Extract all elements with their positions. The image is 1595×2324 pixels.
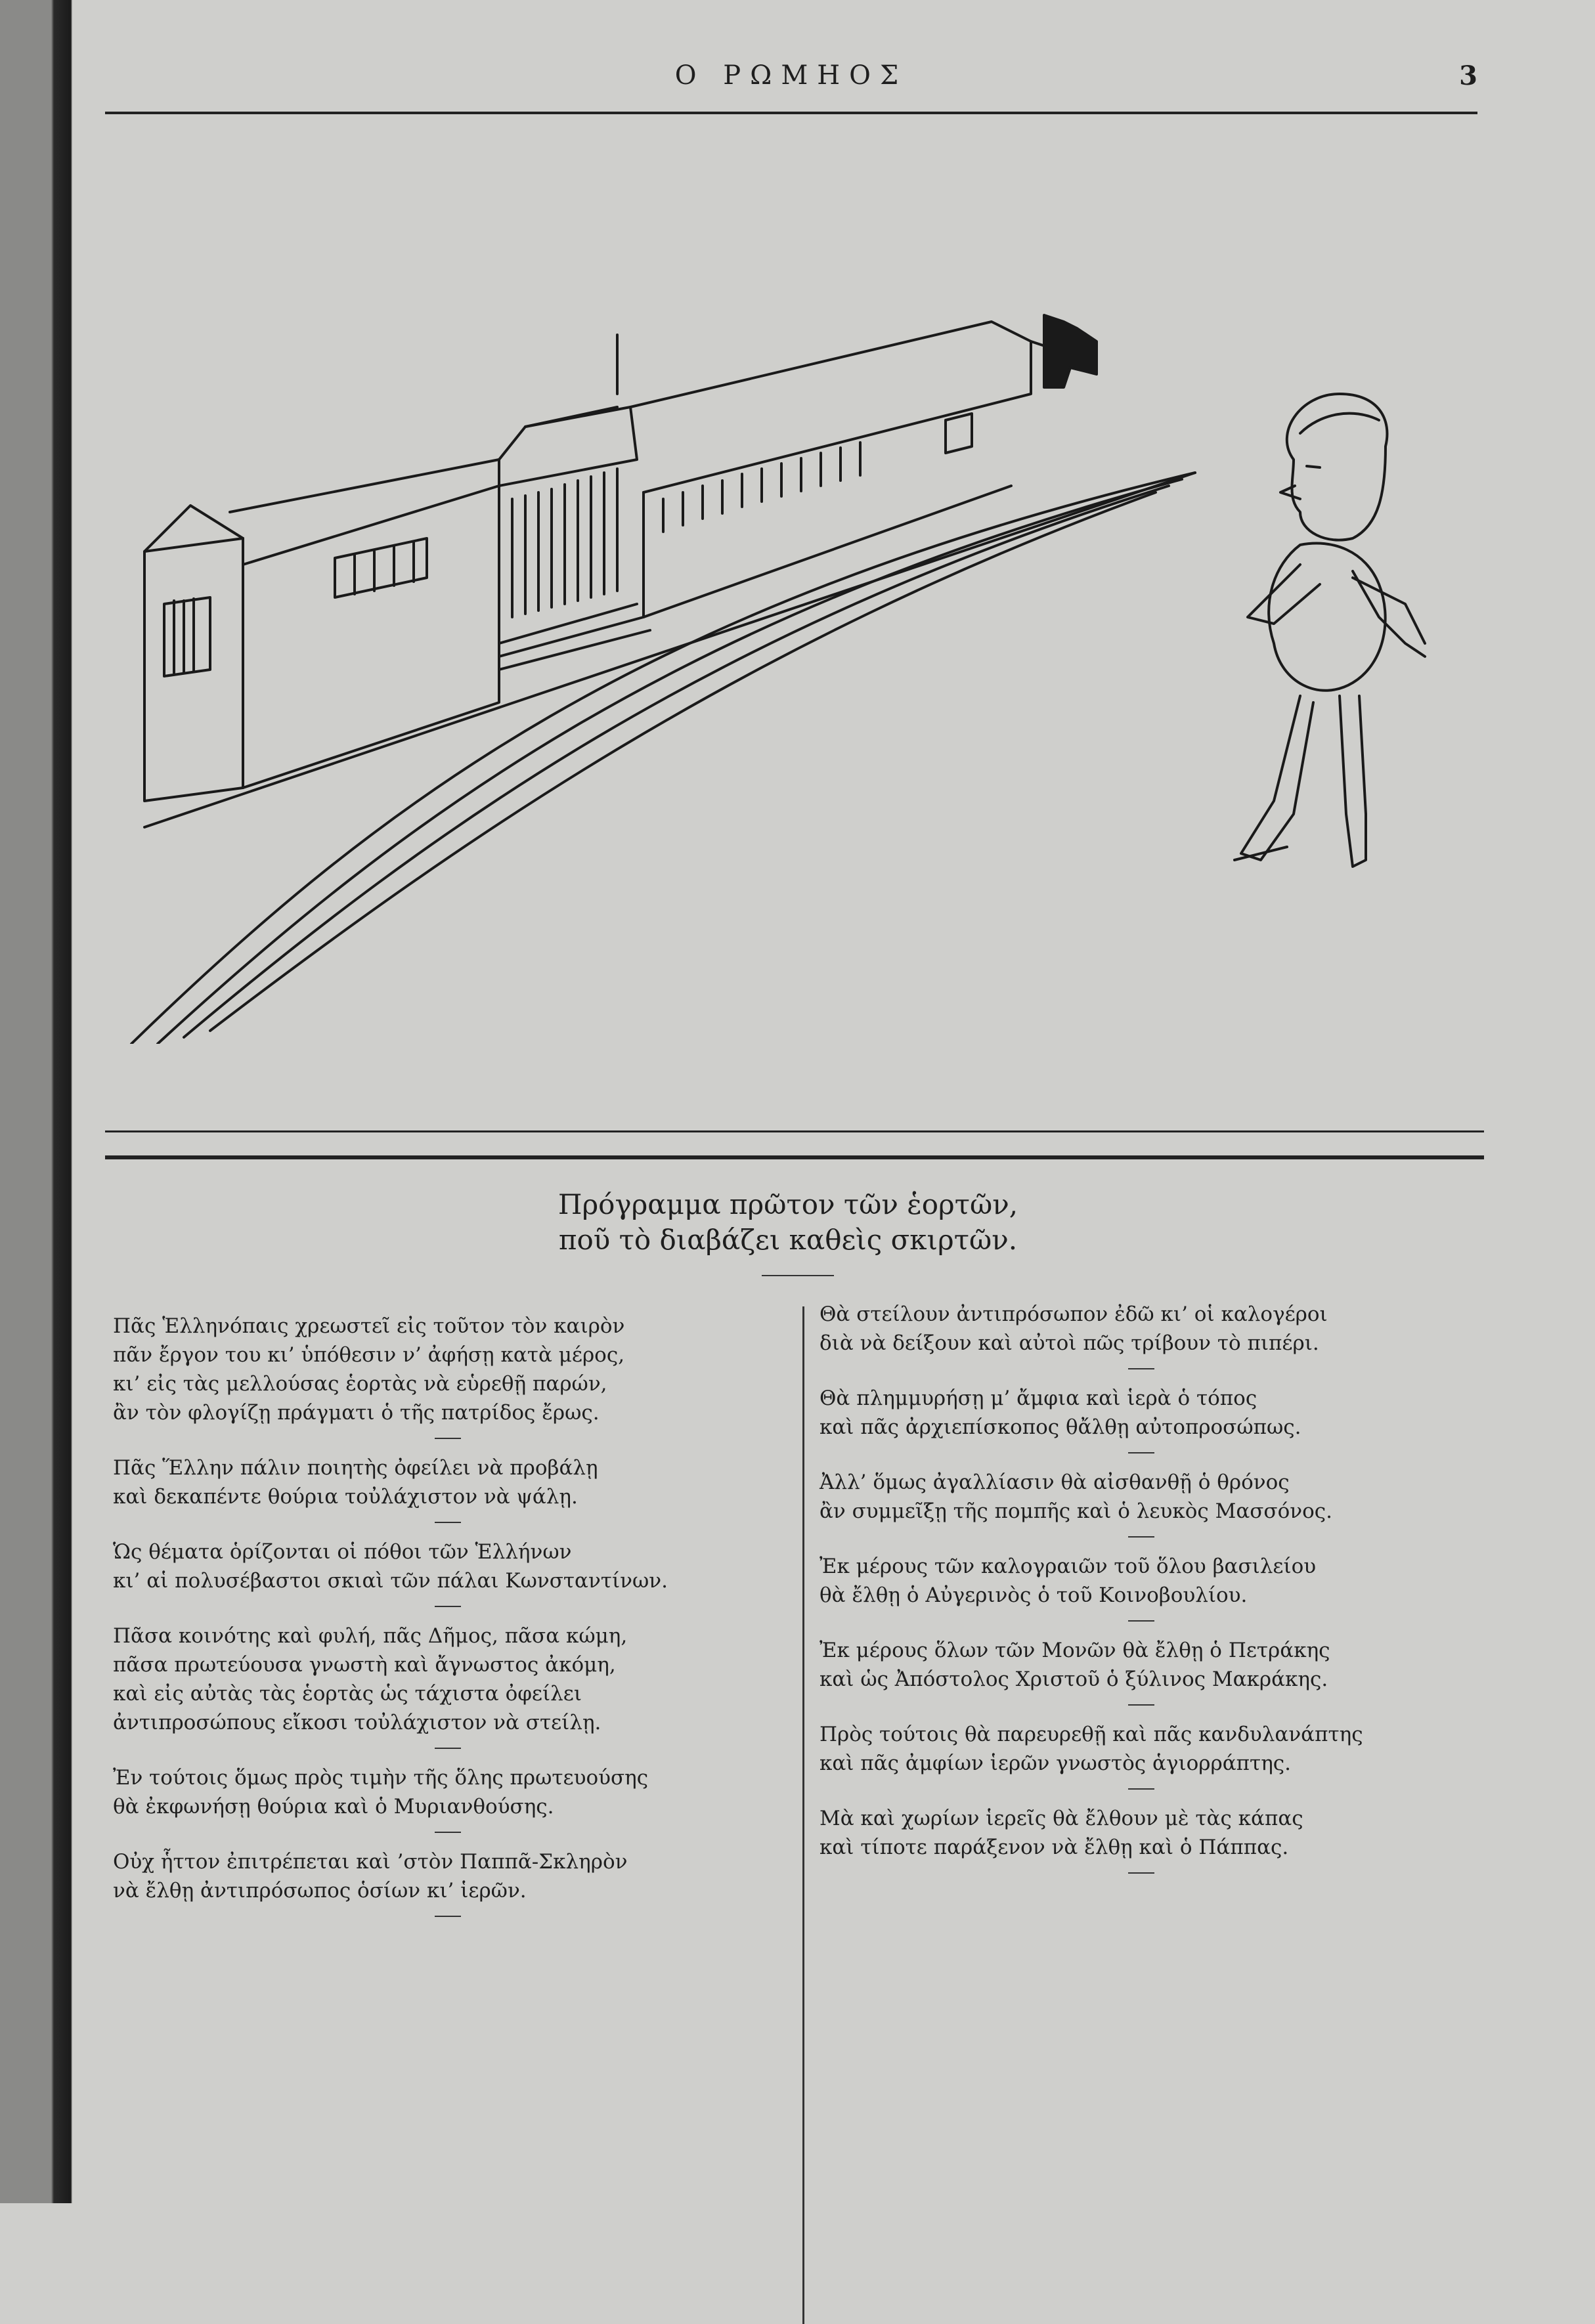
poem-title — [394, 1187, 1182, 1258]
verse-line: Ὡς θέματα ὁρίζονται οἱ πόθοι τῶν Ἑλλήνων — [113, 1540, 572, 1564]
verse-line: Πᾶσα κοινότης καὶ φυλή, πᾶς Δῆμος, πᾶσα κώμη, — [113, 1624, 628, 1648]
stanza — [819, 1720, 1463, 1778]
verse-line: καὶ δεκαπέντε θούρια τοὐλάχιστον νὰ ψάλῃ. — [113, 1485, 578, 1509]
newspaper-title: Ο ΡΩΜΗΟΣ — [674, 60, 908, 91]
verse-line: ἂν τὸν φλογίζῃ πράγματι ὁ τῆς πατρίδος ἔρως. — [113, 1401, 600, 1425]
verse-line: ἀντιπροσώπους εἴκοσι τοὐλάχιστον νὰ στείλῃ. — [113, 1711, 601, 1734]
stanza-separator — [435, 1522, 461, 1523]
stanza — [113, 1847, 783, 1905]
street-scene-drawing — [118, 276, 1445, 1044]
stanza — [819, 1804, 1463, 1862]
right-column — [819, 1300, 1463, 1888]
stanza — [113, 1312, 783, 1427]
verse-line: κι’ αἱ πολυσέβαστοι σκιαὶ τῶν πάλαι Κωνσταντίνων. — [113, 1569, 668, 1593]
stanza-separator — [1128, 1788, 1154, 1790]
verse-line: ἂν συμμεῖξῃ τῆς πομπῆς καὶ ὁ λευκὸς Μασσόνος. — [819, 1499, 1332, 1523]
stanza-separator — [435, 1916, 461, 1917]
verse-line: καὶ πᾶς ἀρχιεπίσκοπος θἄλθῃ αὐτοπροσώπως. — [819, 1415, 1301, 1439]
stanza-separator — [1128, 1368, 1154, 1369]
verse-line: Μὰ καὶ χωρίων ἱερεῖς θὰ ἔλθουν μὲ τὰς κάπας — [819, 1807, 1303, 1830]
poem-title-line-1: Πρόγραμμα πρῶτον τῶν ἑορτῶν, — [557, 1188, 1018, 1220]
verse-line: Ἐκ μέρους ὅλων τῶν Μονῶν θὰ ἔλθῃ ὁ Πετράκης — [819, 1639, 1330, 1662]
stanza — [113, 1538, 783, 1595]
verse-line: θὰ ἐκφωνήσῃ θούρια καὶ ὁ Μυριανθούσης. — [113, 1795, 554, 1818]
verse-line: καὶ πᾶς ἀμφίων ἱερῶν γνωστὸς ἁγιορράπτης. — [819, 1752, 1291, 1775]
verse-line: πᾶσα πρωτεύουσα γνωστὴ καὶ ἄγνωστος ἀκόμη, — [113, 1653, 616, 1677]
stanza — [113, 1453, 783, 1511]
verse-line: Θὰ πλημμυρήσῃ μ’ ἄμφια καὶ ἱερὰ ὁ τόπος — [819, 1387, 1257, 1410]
stanza-separator — [435, 1748, 461, 1749]
poem-title-line-2: ποῦ τὸ διαβάζει καθεὶς σκιρτῶν. — [558, 1224, 1018, 1256]
stanza-separator — [1128, 1620, 1154, 1622]
stanza — [113, 1763, 783, 1821]
verse-line: Ἐκ μέρους τῶν καλογραιῶν τοῦ ὅλου βασιλείου — [819, 1555, 1317, 1578]
verse-line: καὶ εἰς αὐτὰς τὰς ἑορτὰς ὡς τάχιστα ὀφείλει — [113, 1682, 582, 1706]
stanza — [819, 1636, 1463, 1694]
page-number: 3 — [1459, 60, 1477, 91]
stanza-separator — [1128, 1872, 1154, 1874]
stanza-separator — [1128, 1536, 1154, 1538]
stanza — [819, 1468, 1463, 1526]
verse-line: Πᾶς Ἕλλην πάλιν ποιητὴς ὀφείλει νὰ προβάλῃ — [113, 1456, 598, 1480]
stanza-separator — [1128, 1704, 1154, 1706]
verse-line: καὶ τίποτε παράξενον νὰ ἔλθῃ καὶ ὁ Πάππας. — [819, 1836, 1289, 1859]
cartoon-illustration — [118, 276, 1445, 1044]
verse-line: Πᾶς Ἑλληνόπαις χρεωστεῖ εἰς τοῦτον τὸν καιρὸν — [113, 1314, 625, 1338]
header-rule — [105, 112, 1477, 114]
verse-line: θὰ ἔλθῃ ὁ Αὐγερινὸς ὁ τοῦ Κοινοβουλίου. — [819, 1583, 1248, 1607]
verse-line: Ἀλλ’ ὅμως ἀγαλλίασιν θὰ αἰσθανθῇ ὁ θρόνος — [819, 1471, 1290, 1494]
page-binding-edge — [0, 0, 72, 2203]
stanza — [113, 1622, 783, 1737]
stanza — [819, 1384, 1463, 1442]
verse-line: Οὐχ ἧττον ἐπιτρέπεται καὶ ’στὸν Παππᾶ-Σκληρὸν — [113, 1850, 628, 1874]
stanza — [819, 1300, 1463, 1358]
left-column — [113, 1312, 783, 1931]
stanza — [819, 1552, 1463, 1610]
verse-line: Θὰ στείλουν ἀντιπρόσωπον ἐδῶ κι’ οἱ καλογέροι — [819, 1302, 1328, 1326]
verse-line: πᾶν ἔργον του κι’ ὑπόθεσιν ν’ ἀφήσῃ κατὰ μέρος, — [113, 1343, 625, 1367]
verse-line: καὶ ὡς Ἀπόστολος Χριστοῦ ὁ ξύλινος Μακράκης. — [819, 1668, 1328, 1691]
verse-line: νὰ ἔλθῃ ἀντιπρόσωπος ὁσίων κι’ ἱερῶν. — [113, 1879, 527, 1903]
verse-line: κι’ εἰς τὰς μελλούσας ἑορτὰς νὰ εὑρεθῇ παρών, — [113, 1372, 607, 1396]
stanza-separator — [435, 1832, 461, 1833]
stanza-separator — [1128, 1452, 1154, 1453]
illustration-rule-bottom — [105, 1155, 1484, 1159]
stanza-separator — [435, 1438, 461, 1439]
column-divider — [802, 1306, 804, 2324]
title-separator — [762, 1275, 834, 1276]
page-header — [105, 60, 1477, 106]
verse-line: Πρὸς τούτοις θὰ παρευρεθῇ καὶ πᾶς κανδυλανάπτης — [819, 1723, 1363, 1746]
verse-line: διὰ νὰ δείξουν καὶ αὐτοὶ πῶς τρίβουν τὸ πιπέρι. — [819, 1331, 1319, 1355]
verse-line: Ἐν τούτοις ὅμως πρὸς τιμὴν τῆς ὅλης πρωτευούσης — [113, 1766, 649, 1790]
illustration-rule-top — [105, 1130, 1484, 1132]
stanza-separator — [435, 1606, 461, 1607]
